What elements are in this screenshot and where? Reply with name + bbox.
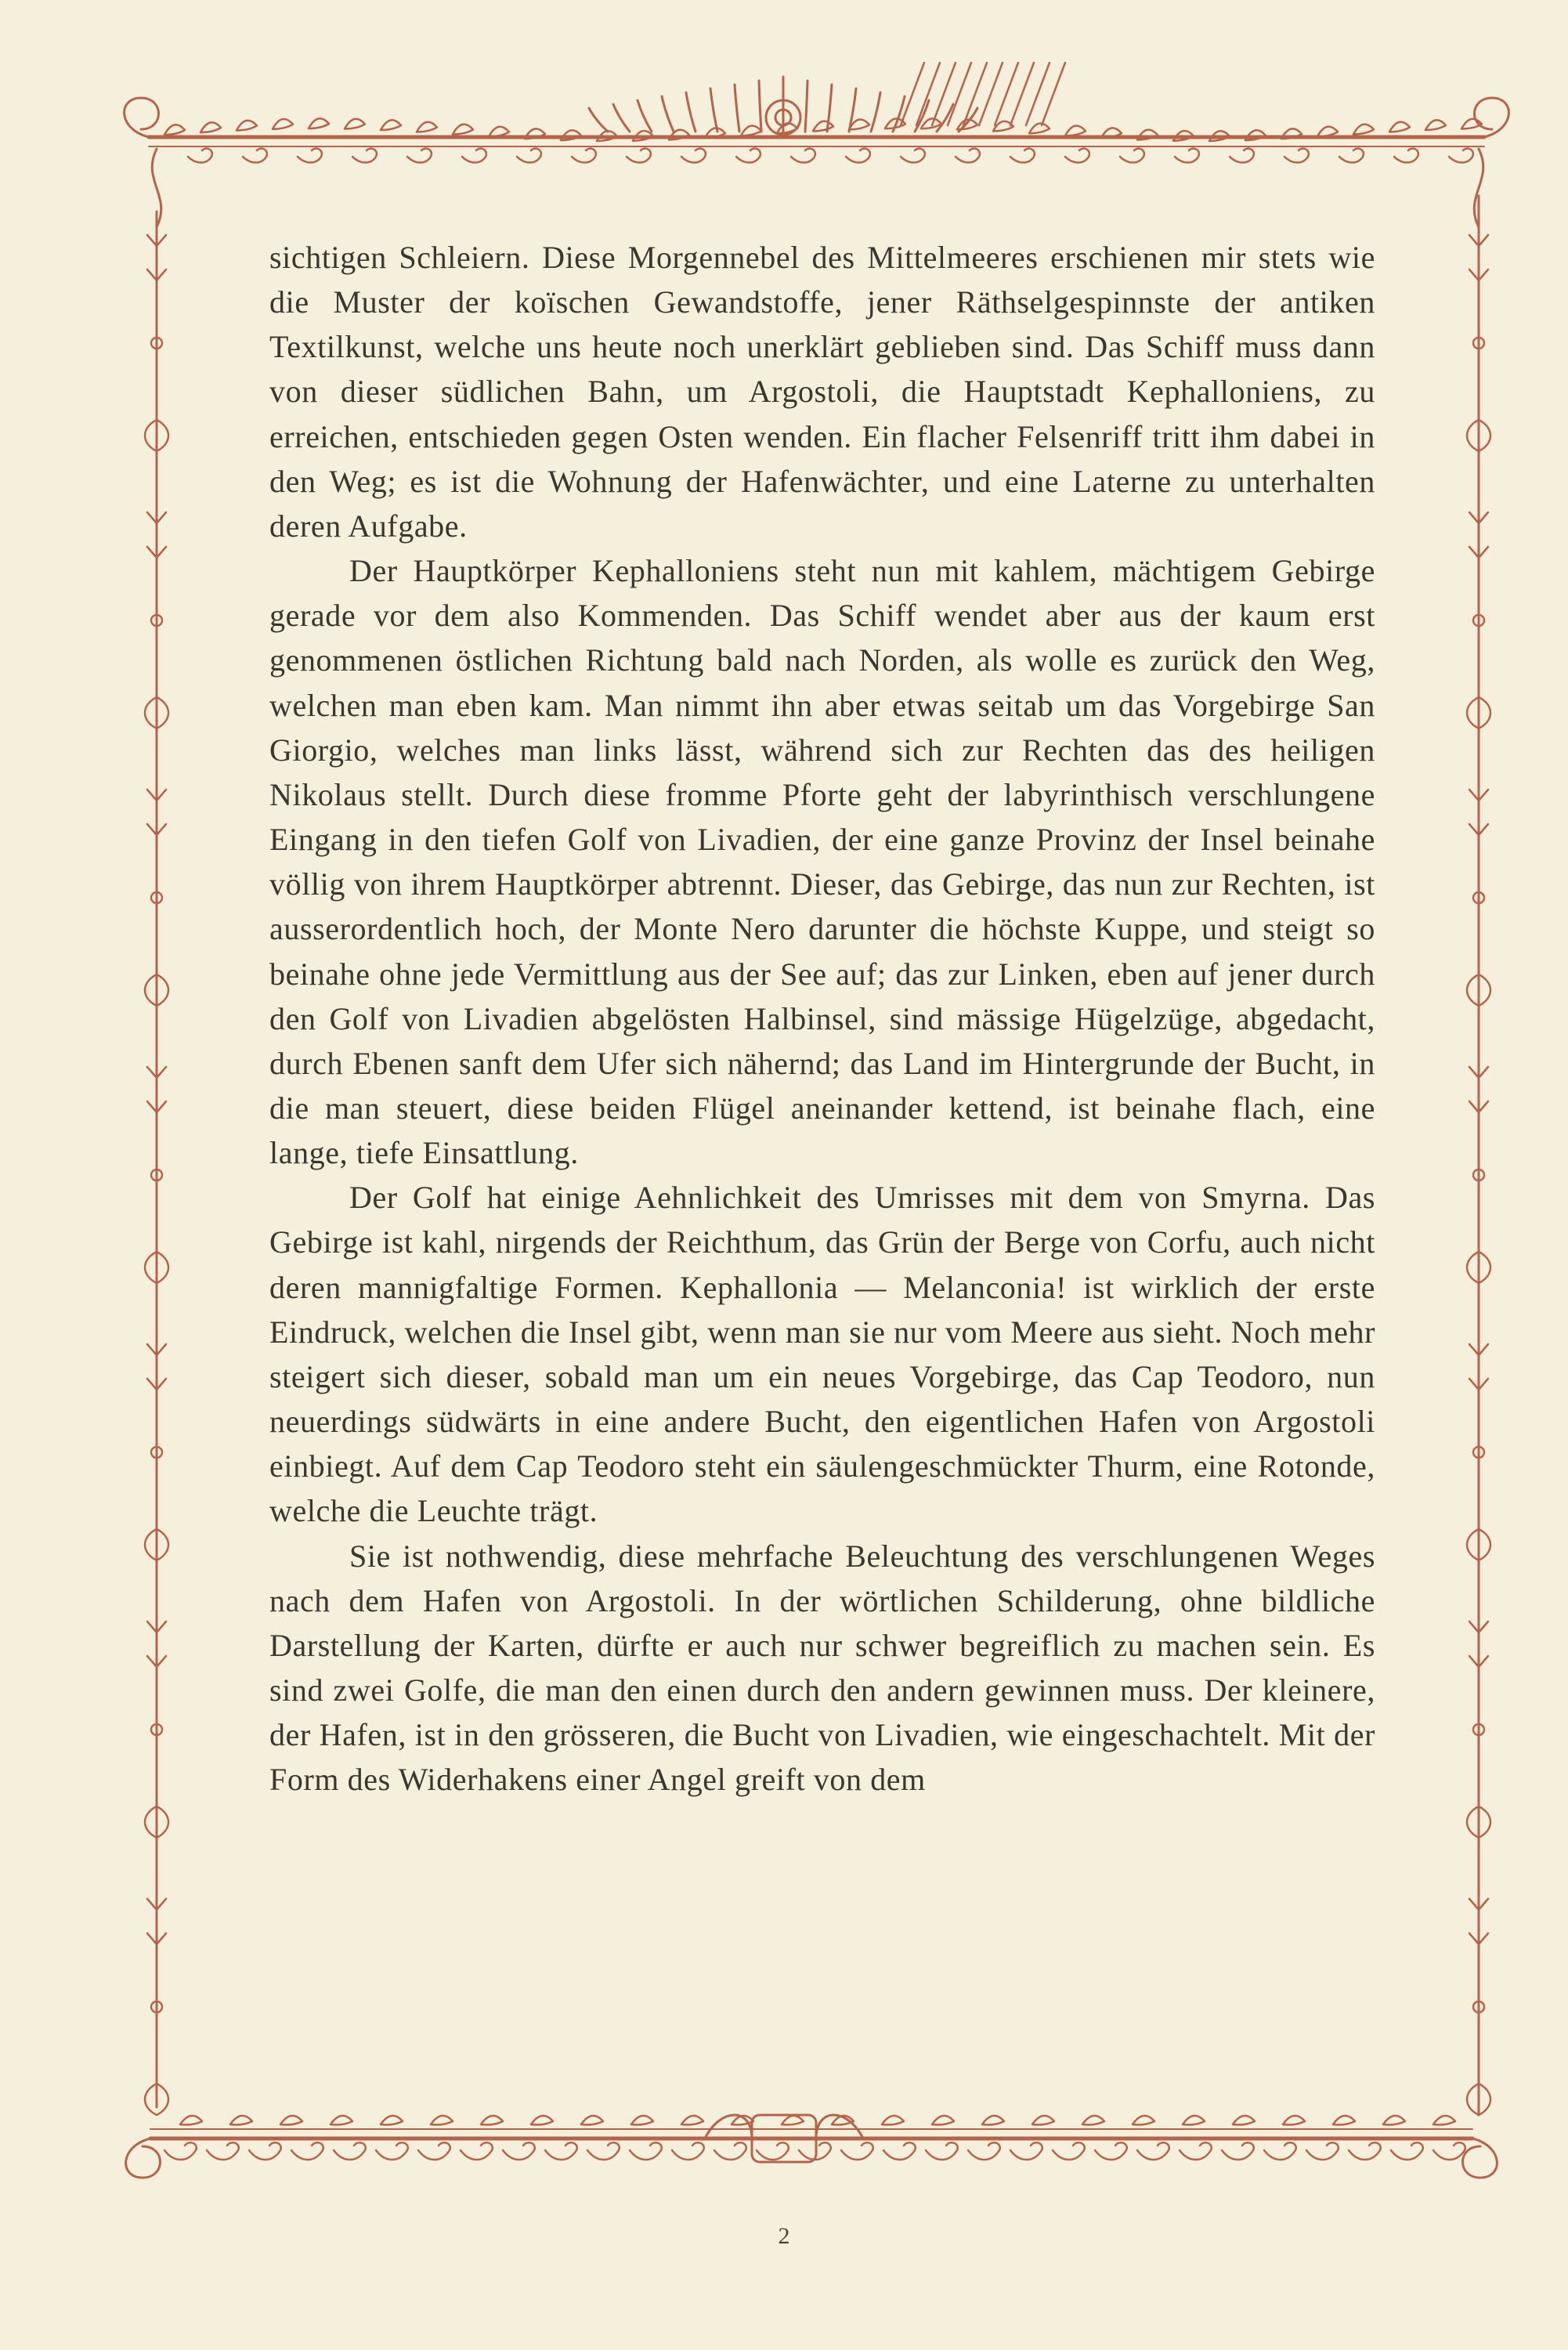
- body-text: [269, 235, 1375, 2068]
- crest-frond-icon: [710, 89, 717, 132]
- paragraph-2: Der Hauptkörper Kephalloniens steht nun mit kahlem, mächtigem Gebirge gerade vor dem also Kommenden. Das Schiff wendet aber aus der kaum erst genommenen östlichen Richtung bald nach Norden, als wolle es zurück den Weg, welchen man eben kam. Man nimmt ihn aber etwas seitab um das Vorgebirge San Giorgio, welches man links lässt, während sich zur Rechten das des heiligen Nikolaus stellt. Durch diese fromme Pforte geht der labyrinthisch verschlungene Eingang in den tiefen Golf von Livadien, der eine ganze Provinz der Insel beinahe völlig von ihrem Hauptkörper abtrennt. Dieser, das Gebirge, das nun zur Rechten, ist ausserordentlich hoch, der Monte Nero darunter die höchste Kuppe, und steigt so beinahe ohne jede Vermittlung aus der See auf; das zur Linken, eben auf jener durch den Golf von Livadien abgelösten Halbinsel, sind mässige Hügelzüge, abgedacht, durch Ebenen sanft dem Ufer sich nähernd; das Land im Hintergrunde der Bucht, in die man steuert, diese beiden Flügel aneinander kettend, ist beinahe flach, eine lange, tiefe Einsattlung.: [269, 553, 1375, 1171]
- leaf-ornament-icon: [237, 121, 257, 131]
- crest-frond-icon: [871, 92, 880, 132]
- crest-frond-icon: [613, 104, 630, 132]
- bottom-swirl-ornament-icon: [207, 2142, 239, 2160]
- crest-frond-icon: [759, 81, 761, 132]
- swirl-ornament-icon: [956, 149, 980, 163]
- bottom-swirl-ornament-icon: [334, 2142, 366, 2160]
- bottom-swirl-ornament-icon: [630, 2142, 662, 2160]
- corner-flourish-icon: [125, 98, 159, 137]
- bottom-swirl-ornament-icon: [1053, 2142, 1085, 2160]
- bottom-swirl-ornament-icon: [757, 2142, 789, 2160]
- leaf-ornament-icon: [345, 119, 365, 129]
- bottom-leaf-ornament-icon: [230, 2116, 252, 2125]
- bottom-swirl-ornament-icon: [545, 2142, 577, 2160]
- leaf-ornament-icon: [273, 119, 293, 129]
- swirl-ornament-icon: [1230, 149, 1254, 163]
- bottom-leaf-ornament-icon: [1433, 2116, 1455, 2125]
- bottom-leaf-ornament-icon: [1233, 2116, 1255, 2125]
- bottom-leaf-ornament-icon: [681, 2116, 703, 2125]
- bottom-swirl-ornament-icon: [587, 2142, 620, 2160]
- bottom-leaf-ornament-icon: [180, 2116, 202, 2125]
- swirl-ornament-icon: [846, 149, 870, 163]
- bottom-leaf-ornament-icon: [782, 2116, 804, 2125]
- leaf-ornament-icon: [1317, 127, 1338, 137]
- bottom-swirl-ornament-icon: [1180, 2142, 1212, 2160]
- bottom-swirl-ornament-icon: [1349, 2142, 1381, 2160]
- bottom-leaf-ornament-icon: [431, 2116, 453, 2125]
- bottom-leaf-ornament-icon: [1333, 2116, 1355, 2125]
- bottom-leaf-ornament-icon: [381, 2116, 403, 2125]
- swirl-ornament-icon: [517, 149, 541, 163]
- swirl-ornament-icon: [1120, 149, 1144, 163]
- corner-flourish-icon: [1475, 98, 1509, 137]
- bottom-leaf-ornament-icon: [932, 2116, 954, 2125]
- bottom-leaf-ornament-icon: [1133, 2116, 1154, 2125]
- bottom-leaf-ornament-icon: [882, 2116, 904, 2125]
- leaf-ornament-icon: [164, 125, 185, 135]
- swirl-ornament-icon: [298, 149, 322, 163]
- crest-frond-icon: [805, 81, 807, 132]
- swirl-ornament-icon: [352, 149, 377, 163]
- leaf-ornament-icon: [1389, 122, 1410, 132]
- crest-frond-icon: [589, 108, 608, 132]
- paragraph-3: Der Golf hat einige Aehnlichkeit des Umrisses mit dem von Smyrna. Das Gebirge ist kahl, nirgends der Reichthum, das Grün der Berge von Corfu, auch nicht deren mannigfaltige Formen. Kephallonia — Melanconia! ist wirklich der erste Eindruck, welchen die Insel gibt, wenn man sie nur vom Meere aus sieht. Noch mehr steigert sich dieser, sobald man um ein neues Vorgebirge, das Cap Teodoro, nun neuerdings südwärts in eine andere Bucht, den eigentlichen Hafen von Argostoli einbiegt. Auf dem Cap Teodoro steht ein säulengeschmückter Thurm, eine Rotonde, welche die Leuchte trägt.: [269, 1180, 1375, 1529]
- leaf-ornament-icon: [1425, 120, 1446, 130]
- bottom-leaf-ornament-icon: [631, 2116, 653, 2125]
- swirl-ornament-icon: [627, 149, 651, 163]
- swirl-ornament-icon: [1065, 149, 1089, 163]
- swirl-ornament-icon: [243, 149, 267, 163]
- bottom-leaf-ornament-icon: [982, 2116, 1004, 2125]
- swirl-ornament-icon: [1339, 149, 1364, 163]
- crest-frond-icon: [662, 96, 674, 132]
- bottom-swirl-ornament-icon: [968, 2142, 1000, 2160]
- swirl-ornament-icon: [572, 149, 596, 163]
- leaf-ornament-icon: [1353, 125, 1374, 135]
- bottom-swirl-ornament-icon: [926, 2142, 958, 2160]
- bottom-swirl-ornament-icon: [1095, 2142, 1127, 2160]
- bottom-swirl-ornament-icon: [418, 2142, 450, 2160]
- crest-frond-icon: [735, 85, 739, 132]
- leaf-ornament-icon: [813, 121, 833, 132]
- bottom-swirl-ornament-icon: [1306, 2142, 1339, 2160]
- bottom-swirl-ornament-icon: [1010, 2142, 1042, 2160]
- swirl-ornament-icon: [681, 149, 706, 163]
- page-number: 2: [778, 2223, 790, 2249]
- swirl-ornament-icon: [736, 149, 761, 163]
- bottom-leaf-ornament-icon: [1032, 2116, 1054, 2125]
- leaf-ornament-icon: [1029, 123, 1050, 133]
- swirl-ornament-icon: [1394, 149, 1418, 163]
- leaf-ornament-icon: [381, 120, 401, 130]
- bottom-swirl-ornament-icon: [461, 2142, 493, 2160]
- bottom-leaf-ornament-icon: [280, 2116, 302, 2125]
- bottom-swirl-ornament-icon: [1222, 2142, 1254, 2160]
- swirl-ornament-icon: [1284, 149, 1309, 163]
- bottom-swirl-ornament-icon: [1264, 2142, 1296, 2160]
- bottom-swirl-ornament-icon: [1391, 2142, 1423, 2160]
- leaf-ornament-icon: [741, 125, 761, 136]
- bottom-swirl-ornament-icon: [376, 2142, 408, 2160]
- bottom-swirl-ornament-icon: [672, 2142, 704, 2160]
- bottom-leaf-ornament-icon: [1383, 2116, 1405, 2125]
- bottom-leaf-ornament-icon: [531, 2116, 553, 2125]
- swirl-ornament-icon: [1449, 149, 1473, 163]
- swirl-ornament-icon: [188, 149, 212, 163]
- corner-flourish-icon: [126, 2138, 161, 2178]
- bottom-cartouche-scroll-icon: [705, 2115, 863, 2138]
- paragraph-4: Sie ist nothwendig, diese mehrfache Beleuchtung des verschlungenen Weges nach dem Hafen von Argostoli. In der wörtlichen Schilderung, ohne bildliche Darstellung der Karten, dürfte er auch nur schwer begreiflich zu machen sein. Es sind zwei Golfe, die man den einen durch den andern gewinnen muss. Der kleinere, der Hafen, ist in den grösseren, die Bucht von Livadien, wie eingeschachtelt. Mit der Form des Widerhakens einer Angel greift von dem: [269, 1538, 1375, 1798]
- swirl-ornament-icon: [462, 149, 486, 163]
- bottom-swirl-ornament-icon: [291, 2142, 323, 2160]
- crest-frond-icon: [638, 100, 652, 132]
- leaf-ornament-icon: [453, 125, 473, 135]
- bottom-swirl-ornament-icon: [841, 2142, 873, 2160]
- swirl-ornament-icon: [791, 149, 815, 163]
- swirl-ornament-icon: [1010, 149, 1035, 163]
- swirl-ornament-icon: [407, 149, 432, 163]
- swirl-ornament-icon: [1175, 149, 1199, 163]
- bottom-swirl-ornament-icon: [249, 2142, 281, 2160]
- bottom-leaf-ornament-icon: [1283, 2116, 1305, 2125]
- bottom-swirl-ornament-icon: [1137, 2142, 1169, 2160]
- bottom-swirl-ornament-icon: [883, 2142, 916, 2160]
- bottom-swirl-ornament-icon: [503, 2142, 535, 2160]
- bottom-swirl-ornament-icon: [714, 2142, 746, 2160]
- bottom-swirl-ornament-icon: [164, 2142, 197, 2160]
- leaf-ornament-icon: [1065, 126, 1086, 136]
- paragraph-1: sichtigen Schleiern. Diese Morgennebel des Mittelmeeres erschienen mir stets wie die Muster der koïschen Gewandstoffe, jener Räthselgespinnste der antiken Textilkunst, welche uns heute noch unerklärt geblieben sind. Das Schiff muss dann von dieser südlichen Bahn, um Argostoli, die Hauptstadt Kephalloniens, zu erreichen, entschieden gegen Osten wenden. Ein flacher Felsenriff tritt ihm dabei in den Weg; es ist die Wohnung der Hafenwächter, und eine Laterne zu unterhalten deren Aufgabe.: [269, 240, 1375, 544]
- leaf-ornament-icon: [417, 122, 437, 132]
- bottom-leaf-ornament-icon: [581, 2116, 603, 2125]
- bottom-leaf-ornament-icon: [331, 2116, 352, 2125]
- bottom-swirl-ornament-icon: [1433, 2142, 1465, 2160]
- leaf-ornament-icon: [201, 122, 221, 132]
- bottom-leaf-ornament-icon: [1082, 2116, 1104, 2125]
- leaf-ornament-icon: [309, 118, 329, 128]
- corner-flourish-icon: [1463, 2138, 1498, 2178]
- leaf-ornament-icon: [921, 118, 941, 128]
- swirl-ornament-icon: [901, 149, 925, 163]
- crest-frond-icon: [686, 92, 695, 132]
- bottom-leaf-ornament-icon: [1183, 2116, 1205, 2125]
- bottom-leaf-ornament-icon: [481, 2116, 503, 2125]
